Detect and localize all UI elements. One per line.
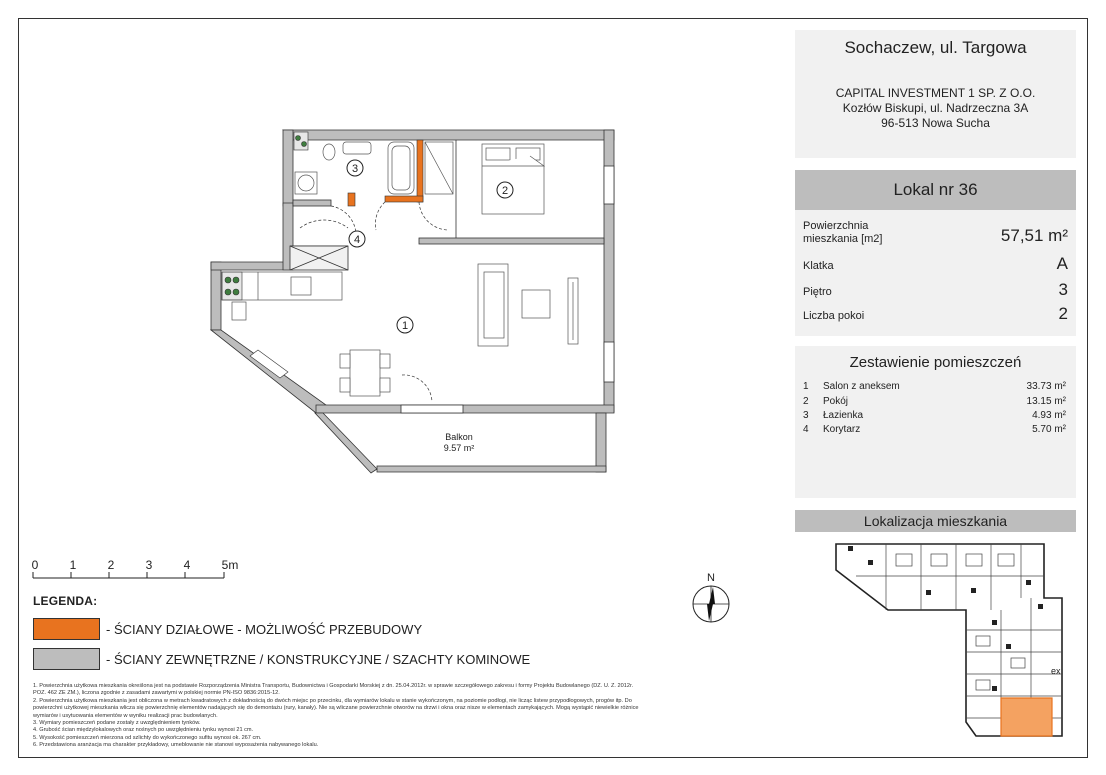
pietro-row (803, 280, 1068, 300)
footnotes (33, 683, 773, 750)
room-row (803, 409, 1066, 423)
developer-name: CAPITAL INVESTMENT 1 SP. Z O.O. (835, 86, 1036, 100)
rooms-title: Zestawienie pomieszczeń (849, 354, 1022, 371)
room-number: 1 (401, 320, 409, 332)
pokoje-value: 2 (1058, 304, 1068, 323)
footnote-line: 6. Przedstawiona aranżacja ma charakter przykładowy, umeblowanie nie stanowi wyposażenia nabywanego lokalu. (33, 742, 319, 749)
scale-tick: 2 (107, 558, 115, 572)
lokal-title: Lokal nr 36 (795, 170, 1076, 210)
legend-title: LEGENDA: (33, 594, 98, 608)
room-no: 4 (803, 424, 809, 435)
footnote-line: POZ. 462 ZE ZM.), liczona zgodnie z zasadami zawartymi w polskiej normie PN-ISO 9836:2015-12. (33, 690, 280, 697)
footnote-line: 4. Grubość ścian międzylokalowych oraz nośnych po uwzględnieniu tynku wynosi 21 cm. (33, 727, 254, 734)
developer-city: 96-513 Nowa Sucha (881, 116, 990, 130)
scale-tick: 5m (221, 558, 239, 572)
address-panel (795, 30, 1076, 158)
developer-block (795, 86, 1076, 131)
footnote-line: 2. Powierzchnia użytkowa mieszkania jest obliczona w metrach kwadratowych z dokładnością do dwóch miejsc po przecinku, dla wymiarów lokalu w stanie wykończonym, na poziomie podłogi, nie licząc listew przypodłogowych, progów itp. Do (33, 697, 632, 704)
room-no: 1 (803, 381, 809, 392)
location-keyplan (826, 540, 1070, 740)
compass-icon (686, 570, 736, 630)
area-row (803, 220, 1068, 248)
city-title: Sochaczew, ul. Targowa (844, 38, 1027, 57)
location-tag: ex (1051, 666, 1061, 676)
room-row (803, 395, 1066, 409)
room-row (803, 380, 1066, 394)
area-label-line: mieszkania [m2] (803, 233, 883, 245)
location-highlight (1001, 698, 1052, 736)
pietro-label: Piętro (803, 286, 832, 298)
room-area: 4.93 m² (1032, 410, 1066, 421)
footnote-line: 3. Wymiary pomieszczeń podane zostały z uwzględnieniem tynków. (33, 720, 201, 727)
footnote-line: powierzchni użytkowej mieszkania wlicza się powierzchnię elementów nadających się do demontażu (rury, kanały). Nie są wliczane powierzchnie otworów na drzwi i okna oraz nisze w elementach zamykających. Mogą wystąpić niewielkie różnice (33, 705, 639, 712)
room-row (803, 423, 1066, 437)
room-name: Pokój (823, 396, 849, 407)
footnote-line: wymiarów i usytuowania elementów w wyniku realizacji prac budowlanych. (33, 712, 218, 719)
klatka-row (803, 254, 1068, 274)
room-number: 4 (353, 234, 361, 246)
area-label-line: Powierzchnia (803, 220, 869, 232)
klatka-label: Klatka (803, 260, 834, 272)
scale-tick: 3 (145, 558, 153, 572)
lokal-panel (795, 210, 1076, 336)
room-name: Łazienka (823, 410, 864, 421)
pietro-value: 3 (1058, 280, 1068, 299)
footnote-line: 5. Wysokość pomieszczeń mierzona od szlichty do wykończonego sufitu wynosi ok. 267 cm. (33, 734, 262, 741)
room-number: 2 (501, 185, 509, 197)
pokoje-label: Liczba pokoi (803, 310, 865, 322)
north-label: N (707, 572, 715, 584)
scale-tick: 0 (31, 558, 39, 572)
room-area: 33.73 m² (1026, 381, 1066, 392)
area-label (803, 220, 882, 246)
klatka-value: A (1056, 254, 1068, 273)
scale-tick: 4 (183, 558, 191, 572)
legend-label-partition: - ŚCIANY DZIAŁOWE - MOŻLIWOŚĆ PRZEBUDOWY (106, 622, 423, 637)
legend-label-exterior: - ŚCIANY ZEWNĘTRZNE / KONSTRUKCYJNE / SZACHTY KOMINOWE (106, 652, 531, 667)
room-number: 3 (351, 163, 359, 175)
balcony-area: 9.57 m² (443, 443, 475, 453)
pokoje-row (803, 304, 1068, 324)
room-no: 2 (803, 396, 809, 407)
room-no: 3 (803, 410, 809, 421)
room-name: Salon z aneksem (823, 381, 900, 392)
developer-street: Kozłów Biskupi, ul. Nadrzeczna 3A (842, 101, 1029, 115)
legend-swatch-partition (33, 618, 100, 640)
footnote-line: 1. Powierzchnia użytkowa mieszkania określona jest na podstawie Rozporządzenia Ministra Transportu, Budownictwa i Gospodarki Morskiej z dn. 25.04.2012r. w sprawie szczegółowego zakresu i formy Projektu Budowlanego (DZ. U. Z. 2012r. (33, 683, 634, 689)
room-area: 13.15 m² (1026, 396, 1066, 407)
rooms-panel (795, 346, 1076, 498)
area-value: 57,51 m² (1000, 226, 1068, 245)
room-area: 5.70 m² (1032, 424, 1066, 435)
location-title: Lokalizacja mieszkania (795, 510, 1076, 532)
scale-tick: 1 (69, 558, 77, 572)
room-name: Korytarz (823, 424, 861, 435)
legend-swatch-exterior (33, 648, 100, 670)
balcony-label: Balkon (445, 432, 473, 442)
